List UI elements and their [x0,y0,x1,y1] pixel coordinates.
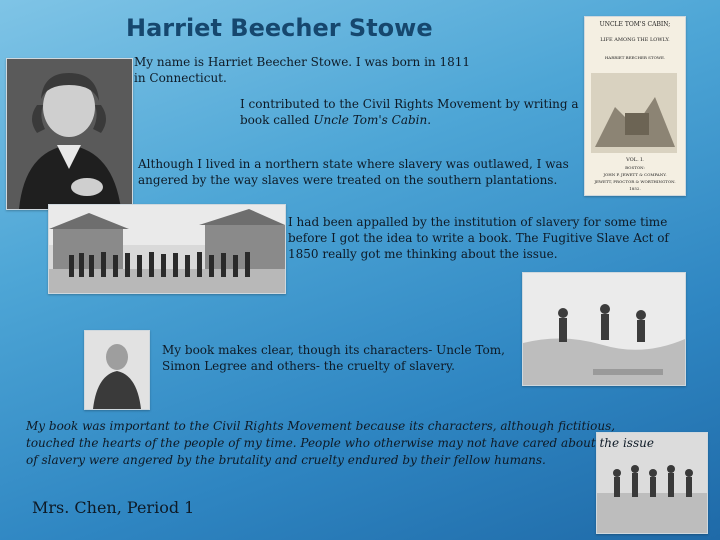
book-cover-image [584,16,686,196]
characters-text: My book makes clear, though its characters- Uncle Tom, Simon Legree and others- the cruelty of slavery. [162,343,505,373]
slide-title: Harriet Beecher Stowe [126,14,433,42]
book-cover-year: 1852. [629,186,641,191]
book-cover-volume: VOL. I. [626,157,644,163]
fugitive-slave-act-text: I had been appalled by the institution of slavery for some time before I got the idea to write a book. The Fugitive Slave Act of 1850 really got me thinking about the issue. [288,215,669,261]
book-cover-publisher: JOHN P. JEWETT & COMPANY. [603,172,667,177]
portrait-image [6,58,133,210]
book-cover-publisher-2: JEWETT, PROCTOR & WORTHINGTON. [594,179,676,184]
book-cover-author: HARRIET BEECHER STOWE. [604,55,666,60]
older-portrait-image [84,330,150,410]
intro-text: My name is Harriet Beecher Stowe. I was born in 1811 in Connecticut. [134,55,470,85]
footer-text: Mrs. Chen, Period 1 [32,498,195,517]
contribution-text-part2: . [427,113,432,127]
illustration-image [522,272,686,386]
plantation-photo [48,204,286,294]
northern-state-text: Although I lived in a northern state where slavery was outlawed, I was angered by the way slaves were treated on the southern plantations. [138,157,569,187]
book-cover-city: BOSTON: [625,165,645,170]
book-cover-subtitle: LIFE AMONG THE LOWLY. [600,37,670,43]
book-title-text: Uncle Tom's Cabin [313,113,428,127]
contribution-text-part1: I contributed to the Civil Rights Movement by writing a book called [240,97,579,127]
book-cover-title: UNCLE TOM'S CABIN; [599,21,671,28]
contribution-text [240,96,582,128]
importance-text: My book was important to the Civil Rights Movement because its characters, although fictitious, touched the hearts of the people of my time. People who otherwise may not have cared about the issue of slavery were angered by the brutality and cruelty endured by their fellow humans. [26,419,654,467]
